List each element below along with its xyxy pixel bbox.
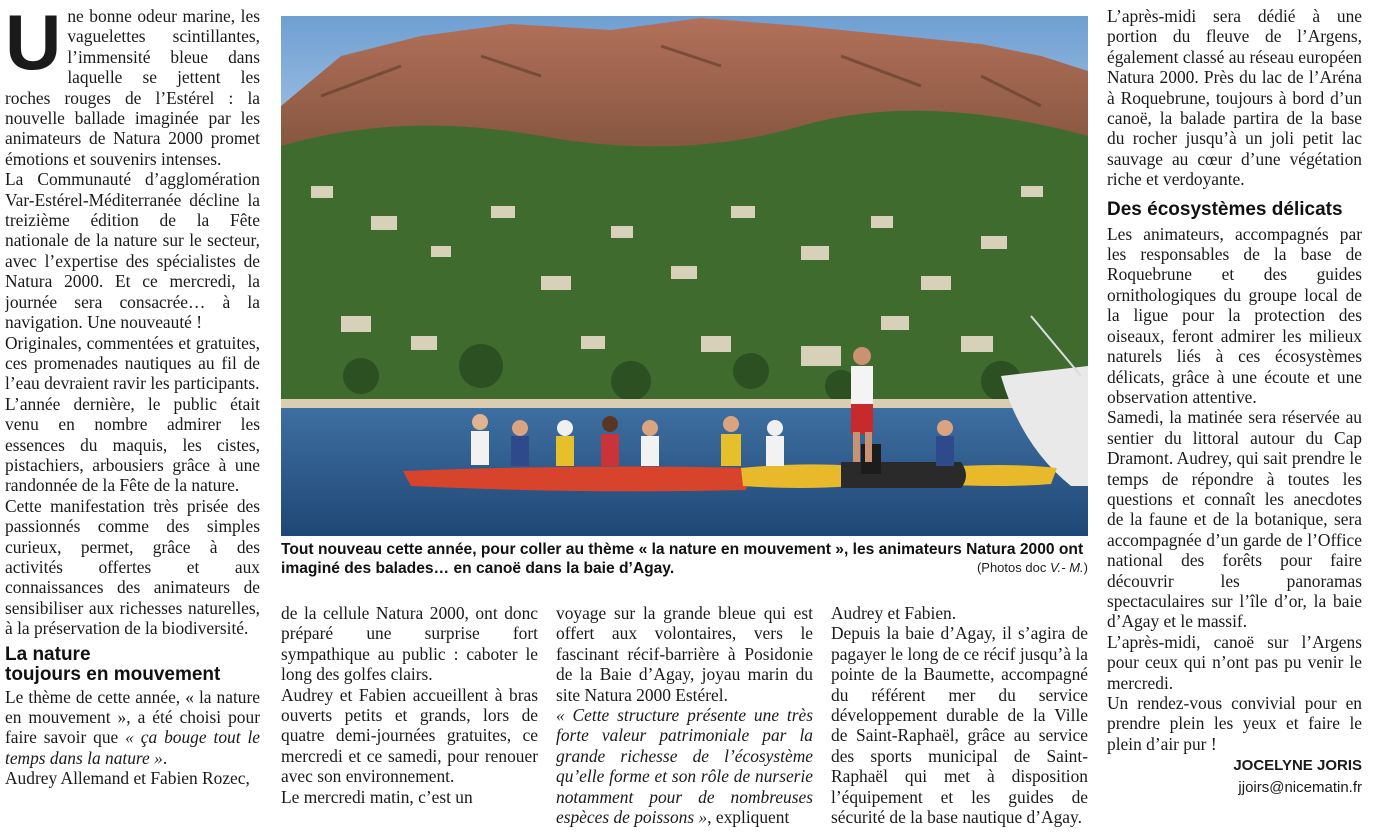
paragraph <box>5 687 260 769</box>
article-column-5 <box>1107 6 1362 834</box>
author-email[interactable]: jjoirs@nicematin.fr <box>1238 779 1362 797</box>
article-column-1 <box>5 6 260 834</box>
paragraph: Cette manifestation très prisée des passionnés comme des simples curieux, permet, grâce à des activités offertes et aux connaissances des animateurs de sensibiliser aux richesses naturelles, à la préservation de la biodiversité. <box>5 495 260 639</box>
paragraph: Audrey Allemand et Fabien Rozec, <box>5 768 250 789</box>
paragraph <box>5 6 260 169</box>
section-heading-line: La nature <box>5 643 91 665</box>
paragraph: L’année dernière, le public était venu en nombre admirer les essences du maquis, les cistes, pistachiers, arbousiers grâce à une randonnée de la Fête de la nature. <box>5 393 260 496</box>
section-heading <box>5 645 260 685</box>
caption-text: Tout nouveau cette année, pour coller au thème « la nature en mouvement », les animateurs Natura 2000 ont imaginé des balades… en canoë dans la baie d’Agay. <box>281 541 1084 577</box>
paragraph: La Communauté d’agglomération Var-Estérel-Méditerranée décline la treizième édition de la Fête nationale de la nature sur le secteur, avec l’expertise des spécialistes de Natura 2000. Et ce mercredi, la journée sera consacrée… à la navigation. Une nouveauté ! <box>5 169 260 333</box>
credit-text: ) <box>1083 560 1088 575</box>
article-column-4 <box>831 603 1088 833</box>
paragraph <box>556 705 813 827</box>
red-yellow-kayak <box>403 467 751 492</box>
article-column-2 <box>281 603 538 833</box>
paragraph: Le mercredi matin, c’est un <box>281 786 473 807</box>
credit-text: (Photos doc <box>976 560 1050 575</box>
paragraph: de la cellule Natura 2000, ont donc préparé une surprise fort sympathique au public : caboter le long des golfes clairs. <box>281 603 538 685</box>
article-column-3 <box>556 603 813 833</box>
section-heading: Des écosystèmes délicats <box>1107 198 1343 220</box>
paragraph-text: . <box>162 747 168 768</box>
paragraph: Depuis la baie d’Agay, il s’agira de pagayer le long de ce récif jusqu’à la pointe de la Baumette, accompagné du référent mer du service développement durable de la Ville de Saint-Raphaël, grâce au service des sports municipal de Saint-Raphaël qui met à disposition l’équipement et les guides de sécurité de la base nautique d’Agay. <box>831 623 1088 828</box>
canoe-bay-photo <box>281 16 1088 536</box>
credit-name: V.- M. <box>1049 560 1084 575</box>
paragraph: voyage sur la grande bleue qui est offert aux volontaires, vers le fascinant récif-barrière à Posidonie de la Baie d’Agay, joyau marin du site Natura 2000 Estérel. <box>556 603 813 705</box>
paragraph: Samedi, la matinée sera réservée au sentier du littoral autour du Cap Dramont. Audrey, qui sait prendre le temps de répondre à toutes les questions et connaît les anecdotes de la faune et de la botanique, sera accompagnée d’un garde de l’Office national des forêts pour faire découvrir les panoramas spectaculaires sur l’île d’or, la baie d’Agay et le massif. <box>1107 407 1362 632</box>
quote-text: « Cette structure présente une très forte valeur patrimoniale par la grande richesse de l’écosystème qu’elle forme et son rôle de nurserie notamment pour de nombreuses espèces de poissons » <box>556 705 813 828</box>
paragraph: Les animateurs, accompagnés par les responsables de la base de Roquebrune et des guides ornithologiques du groupe local de la ligue pour la protection des oiseaux, feront admirer les milieux naturels liés à ces écosystèmes délicats, grâce à une écoute et une observation attentive. <box>1107 223 1362 407</box>
quote-text: « ça bouge tout le temps dans la nature » <box>5 727 260 768</box>
paragraph-text: Le thème de cette année, « la nature en mouvement », a été choisi pour faire savoir que <box>5 686 260 748</box>
section-heading-line: toujours en mouvement <box>5 663 221 685</box>
author-name: JOCELYNE JORIS <box>1233 757 1362 775</box>
paragraph: Audrey et Fabien accueillent à bras ouverts petits et grands, lors de quatre demi-journées gratuites, ce mercredi et ce samedi, pour renouer avec son environnement. <box>281 684 538 787</box>
paragraph: L’après-midi, canoë sur l’Argens pour ceux qui n’ont pas pu venir le mercredi. <box>1107 631 1362 693</box>
beach <box>281 399 1088 409</box>
paragraph: Un rendez-vous convivial pour en prendre plein les yeux et faire le plein d’air pur ! <box>1107 693 1362 754</box>
paragraph: Audrey et Fabien. <box>831 603 957 623</box>
green-hillside <box>281 111 1088 411</box>
photo-credit <box>977 558 1088 577</box>
paragraph-text: , expliquent <box>707 807 790 828</box>
article-photo <box>281 16 1088 536</box>
yellow-kayak <box>741 464 856 488</box>
paragraph-text: ne bonne odeur marine, les vaguelettes scintillantes, l’immensité bleue dans laquelle se jettent les roches rouges de l’Estérel : la nouvelle ballade imaginée par les animateurs de Natura 2000 promet émotions et souvenirs intenses. <box>5 6 260 169</box>
paragraph: L’après-midi sera dédié à une portion du fleuve de l’Argens, également classé au réseau européen Natura 2000. Près du lac de l’Aréna à Roquebrune, toujours à bord d’un canoë, la balade partira de la base du rocher jusqu’à un joli petit lac sauvage au cœur d’une végétation riche et verdoyante. <box>1107 6 1362 190</box>
photo-caption <box>281 540 1088 578</box>
drop-cap: U <box>5 6 62 86</box>
paragraph: Originales, commentées et gratuites, ces promenades nautiques au fil de l’eau devraient ravir les participants. <box>5 332 260 394</box>
